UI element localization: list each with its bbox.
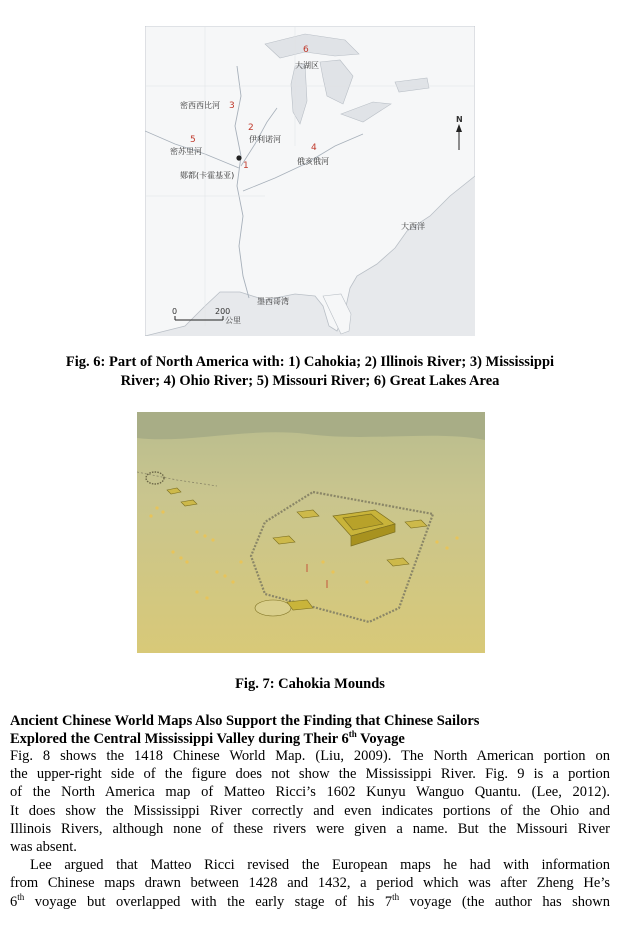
cahokia-location-dot bbox=[236, 155, 241, 160]
scale-unit: 公里 bbox=[225, 316, 241, 325]
paragraph2-line1: Lee argued that Matteo Ricci revised the European maps he had with information bbox=[30, 857, 610, 874]
scale-zero: 0 bbox=[172, 307, 178, 316]
paragraph1-line1: Fig. 8 shows the 1418 Chinese World Map. (Liu, 2009). The North American portion on bbox=[10, 748, 610, 764]
marker-1: 1 bbox=[243, 161, 249, 171]
label-missouri: 密苏里河 bbox=[170, 147, 202, 156]
figure-6-caption bbox=[0, 353, 620, 391]
marker-5: 5 bbox=[190, 135, 196, 145]
marker-6: 6 bbox=[303, 45, 309, 55]
scale-value: 200 bbox=[215, 307, 231, 316]
label-gulf: 墨西哥湾 bbox=[257, 297, 289, 306]
figure-6-caption-line1: Fig. 6: Part of North America with: 1) Cahokia; 2) Illinois River; 3) Mississippi bbox=[65, 354, 555, 370]
marker-3: 3 bbox=[229, 101, 235, 111]
label-ohio: 俄亥俄河 bbox=[297, 157, 329, 166]
section-heading bbox=[10, 712, 610, 748]
north-label: N bbox=[456, 115, 463, 124]
label-cahokia: 鄚都(卡霍基亚) bbox=[180, 171, 235, 180]
label-illinois: 伊利诺河 bbox=[249, 135, 281, 144]
paragraph1-line3: of the North America map of Matteo Ricci’s 1602 Kunyu Wanguo Quantu. (Lee, 2012). bbox=[10, 784, 610, 801]
paragraph1-line2: the upper-right side of the figure does not show the Mississippi River. Fig. 9 is a portion bbox=[10, 766, 610, 783]
label-atlantic: 大西洋 bbox=[401, 222, 425, 231]
paragraph2-line3: 6th voyage but overlapped with the early stage of his 7th voyage (the author has shown bbox=[10, 891, 610, 910]
section-heading-line2: Explored the Central Mississippi Valley during Their 6th Voyage bbox=[10, 729, 405, 747]
paragraph1-line6: was absent. bbox=[10, 839, 77, 856]
marker-4: 4 bbox=[311, 143, 317, 153]
body-text bbox=[10, 747, 610, 911]
section-heading-line1: Ancient Chinese World Maps Also Support the Finding that Chinese Sailors bbox=[10, 713, 480, 729]
paragraph1-line4: It does show the Mississippi River correctly and even indicates portions of the Ohio and bbox=[10, 802, 610, 819]
label-great-lakes: 大湖区 bbox=[295, 61, 319, 70]
figure-6-caption-line2: River; 4) Ohio River; 5) Missouri River; 6) Great Lakes Area bbox=[120, 373, 500, 389]
paragraph1-line5: Illinois Rivers, although none of these rivers were given a name. But the Missouri River bbox=[10, 820, 610, 837]
paragraph2-line2: from Chinese maps drawn between 1428 and 1432, a period which was after Zheng He’s bbox=[10, 875, 610, 892]
label-mississippi: 密西西比河 bbox=[180, 101, 220, 110]
figure-7-caption: Fig. 7: Cahokia Mounds bbox=[235, 676, 385, 692]
marker-2: 2 bbox=[248, 123, 254, 133]
figure-6-map bbox=[145, 26, 475, 336]
figure-7-illustration bbox=[137, 412, 485, 653]
